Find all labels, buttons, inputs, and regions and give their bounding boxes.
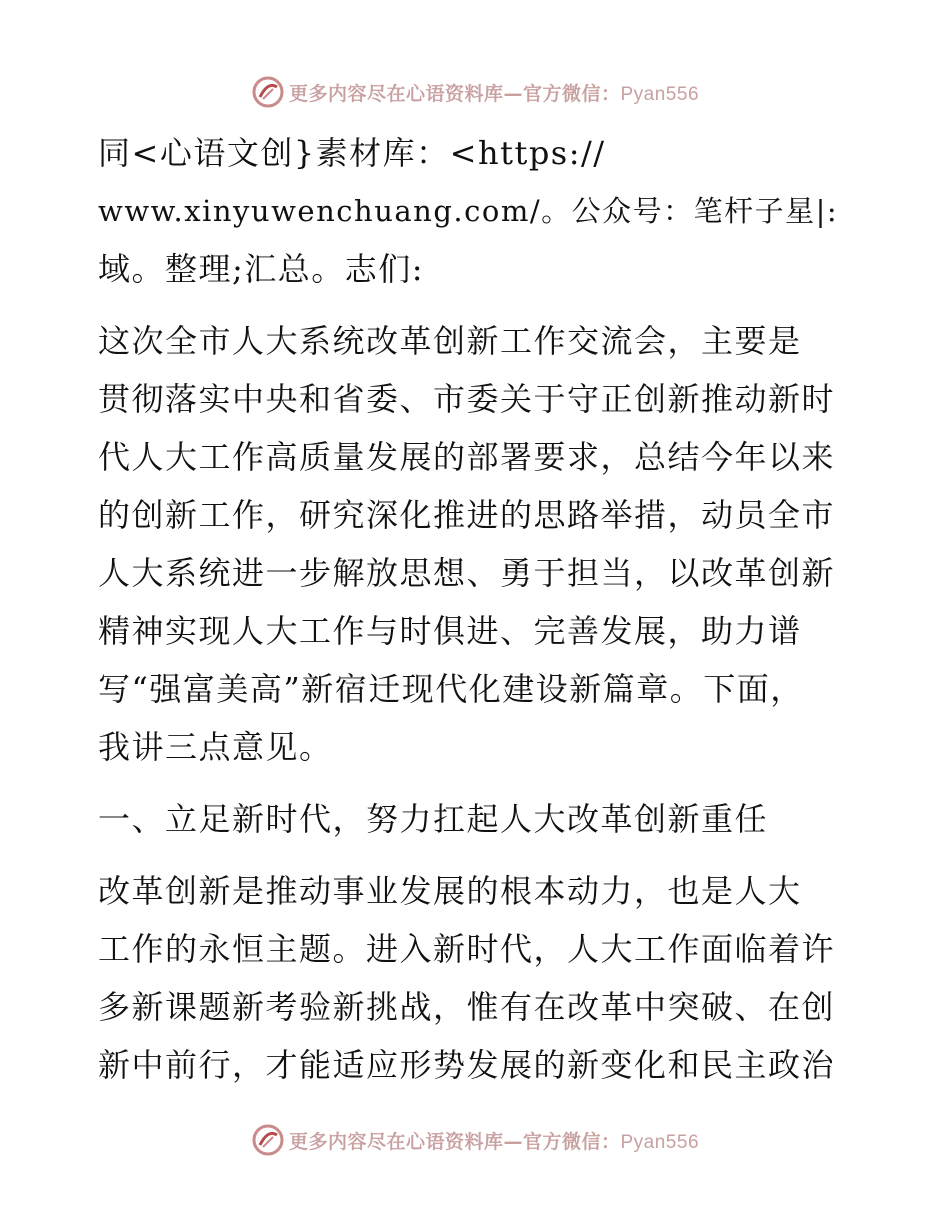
text-line: 改革创新是推动事业发展的根本动力，也是人大: [98, 872, 802, 910]
watermark-text: 更多内容尽在心语资料库—官方微信：Pyan556: [288, 1130, 700, 1153]
text-line: 代人大工作高质量发展的部署要求，总结今年以来: [98, 438, 836, 476]
heading-line: 一、立足新时代，努力扛起人大改革创新重任: [98, 800, 769, 838]
paragraph-opening: [98, 312, 850, 776]
text-line: 写“强富美高”新宿迁现代化建设新篇章。下面，: [98, 670, 804, 708]
text-line: 精神实现人大工作与时俱进、完善发展，助力谱: [98, 612, 802, 650]
seal-logo-icon: [251, 75, 285, 109]
watermark-text: 更多内容尽在心语资料库—官方微信：Pyan556: [288, 82, 700, 105]
text-line: www.xinyuwenchuang.com/。公众号：笔杆子星|:: [98, 194, 839, 228]
text-line: 的创新工作，研究深化推进的思路举措，动员全市: [98, 496, 836, 534]
text-line: 贯彻落实中央和省委、市委关于守正创新推动新时: [98, 380, 836, 418]
text-line: 多新课题新考验新挑战，惟有在改革中突破、在创: [98, 988, 836, 1026]
section-heading: [98, 790, 850, 848]
text-line: 新中前行，才能适应形势发展的新变化和民主政治: [98, 1046, 836, 1084]
paragraph-intro: [98, 124, 850, 298]
header-watermark: [0, 72, 950, 112]
text-line: 我讲三点意见。: [98, 728, 333, 766]
text-line: 同<心语文创}素材库：<https://: [98, 134, 606, 172]
footer-watermark: [0, 1120, 950, 1160]
text-line: 工作的永恒主题。进入新时代，人大工作面临着许: [98, 930, 836, 968]
seal-logo-icon: [251, 1123, 285, 1157]
paragraph-section-one: [98, 862, 850, 1094]
document-body: [98, 124, 850, 1094]
text-line: 这次全市人大系统改革创新工作交流会，主要是: [98, 322, 802, 360]
text-line: 域。整理;汇总。志们:: [98, 250, 425, 288]
text-line: 人大系统进一步解放思想、勇于担当，以改革创新: [98, 554, 836, 592]
